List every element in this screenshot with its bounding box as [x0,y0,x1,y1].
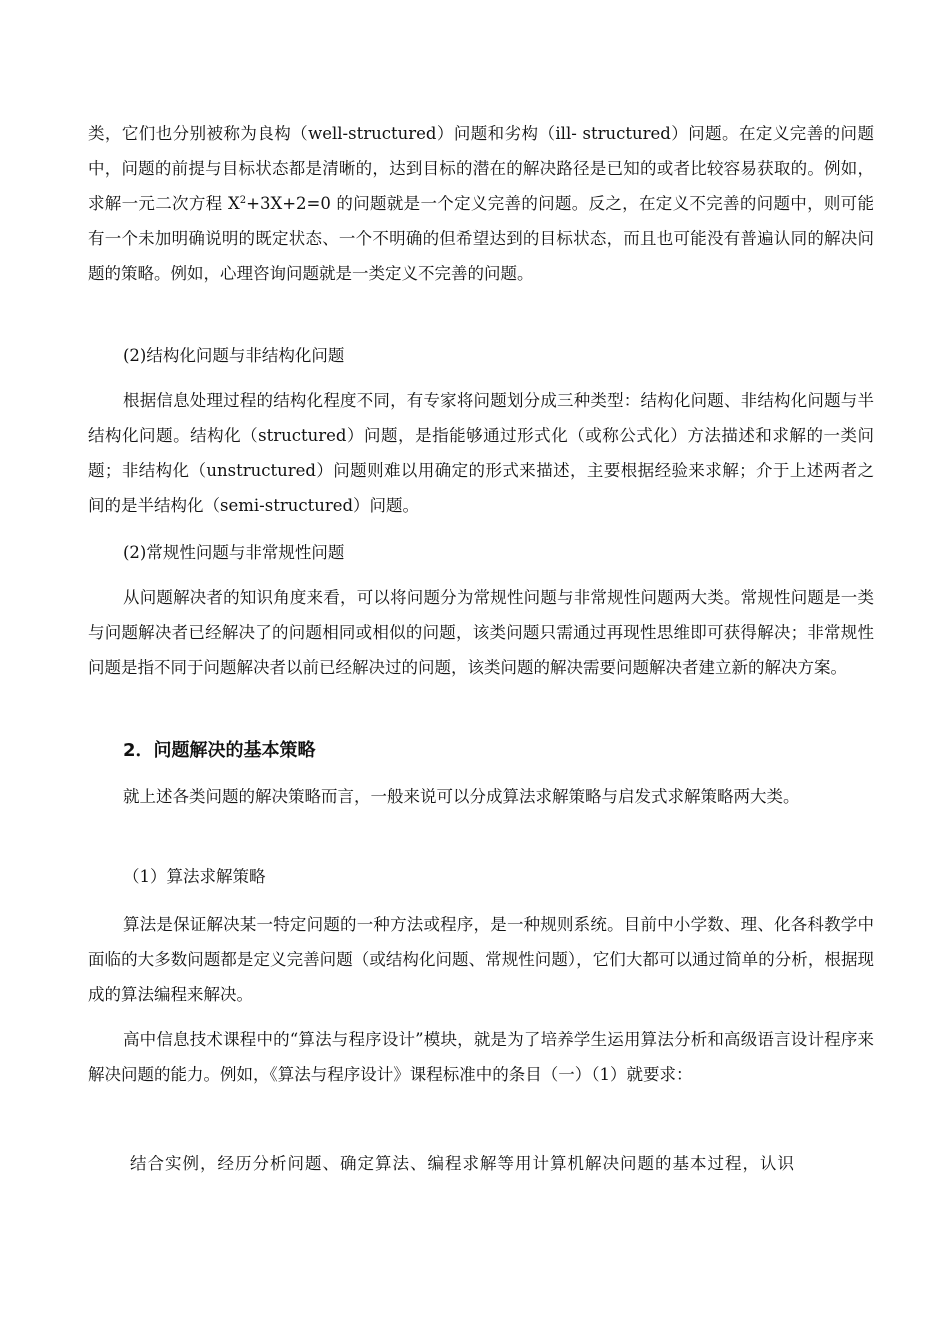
paragraph-algorithm: 算法是保证解决某一特定问题的一种方法或程序，是一种规则系统。目前中小学数、理、化各科教学中面临的大多数问题都是定义完善问题（或结构化问题、常规性问题），它们大都可以通过简单的分析，根据现成的算法编程来解决。 [88,915,874,1004]
paragraph-structured: 根据信息处理过程的结构化程度不同，有专家将问题划分成三种类型：结构化问题、非结构化问题与半结构化问题。结构化（structured）问题，是指能够通过形式化（或称公式化）方法描述和求解的一类问题；非结构化（unstructured）问题则难以用确定的形式来描述，主要根据经验来求解；介于上述两者之间的是半结构化（semi-structured）问题。 [88,391,874,515]
paragraph-well-ill-structured [88,116,874,291]
superscript: 2 [239,195,247,206]
paragraph-text: 类，它们也分别被称为良构（well-structured）问题和劣构（ill- structured）问题。在定义完善的问题中，问题的前提与目标状态都是清晰的，达到目标的潜在的解决路径是已知的或者比较容易获取的。例如，求解一元二次方程 X [88,124,874,213]
section-heading: 2．问题解决的基本策略 [123,740,316,761]
paragraph-course: 高中信息技术课程中的“算法与程序设计”模块，就是为了培养学生运用算法分析和高级语言设计程序来解决问题的能力。例如，《算法与程序设计》课程标准中的条目（一）（1）就要求： [88,1030,874,1084]
subheading-algorithm: （1）算法求解策略 [123,867,266,886]
paragraph-text: +3X+2=0 的问题就是一个定义完善的问题。反之，在定义不完善的问题中，则可能有一个未加明确说明的既定状态、一个不明确的但希望达到的目标状态，而且也可能没有普遍认同的解决问题的策略。例如，心理咨询问题就是一类定义不完善的问题。 [88,194,874,283]
paragraph-strategies: 就上述各类问题的解决策略而言，一般来说可以分成算法求解策略与启发式求解策略两大类。 [123,787,800,806]
paragraph-routine: 从问题解决者的知识角度来看，可以将问题分为常规性问题与非常规性问题两大类。常规性问题是一类与问题解决者已经解决了的问题相同或相似的问题，该类问题只需通过再现性思维即可获得解决；非常规性问题是指不同于问题解决者以前已经解决过的问题，该类问题的解决需要问题解决者建立新的解决方案。 [88,588,874,677]
quote-text: 结合实例，经历分析问题、确定算法、编程求解等用计算机解决问题的基本过程，认识 [130,1154,795,1173]
subheading-routine: (2)常规性问题与非常规性问题 [123,543,345,562]
subheading-structured: (2)结构化问题与非结构化问题 [123,346,345,365]
